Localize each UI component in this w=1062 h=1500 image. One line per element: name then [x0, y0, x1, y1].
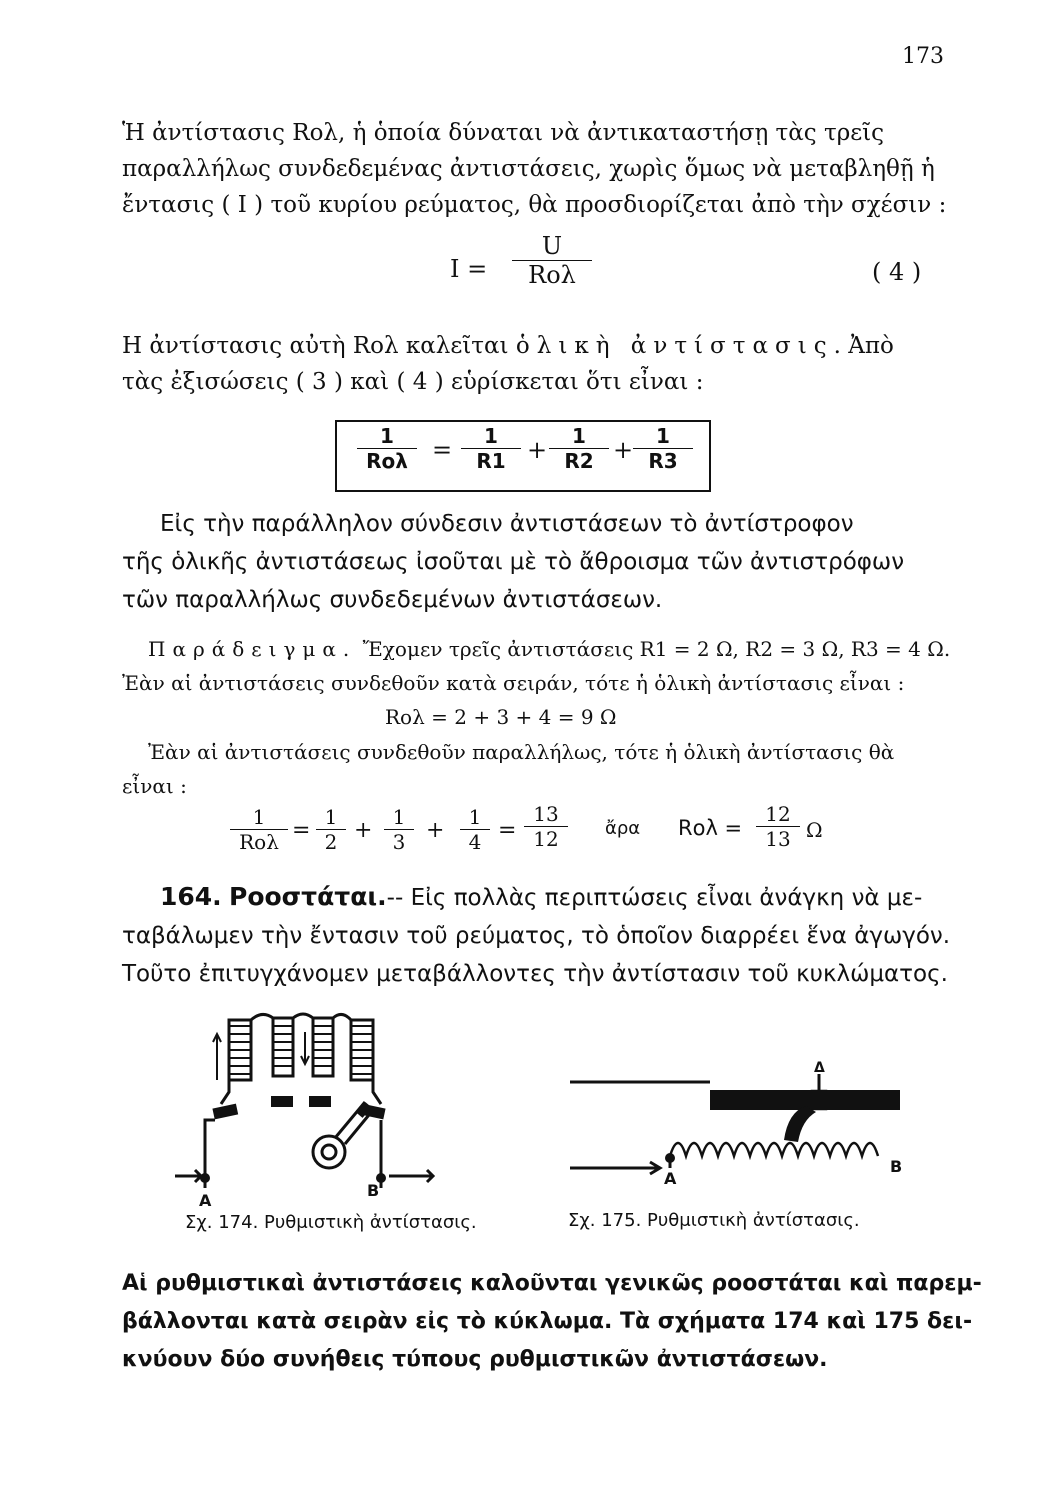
section-164-number: 164.: [160, 882, 222, 911]
fig175-label-a: A: [664, 1169, 677, 1188]
parallel-ara: ἄρα: [605, 818, 641, 839]
parallel-frac-sum-den: 12: [533, 827, 559, 851]
closing-paragraph: [122, 1265, 982, 1379]
boxed-frac-r2-num: 1: [549, 424, 609, 449]
parallel-frac-2-num: 1: [316, 805, 346, 830]
parallel-frac-3-den: 3: [392, 830, 406, 854]
example-line-2: Ἐὰν αἱ ἀντιστάσεις συνδεθοῦν κατὰ σειράν, τότε ἡ ὁλικὴ ἀντίστασις εἶναι :: [122, 671, 905, 695]
rule-line-3: τῶν παραλλήλως συνδεδεμένων ἀντιστάσεων.: [122, 587, 663, 613]
parallel-frac-4: [460, 805, 490, 854]
equation-4-fraction: [512, 232, 592, 289]
parallel-frac-4-num: 1: [460, 805, 490, 830]
boxed-equation: [335, 420, 711, 492]
parallel-frac-total-den: Rολ: [239, 830, 279, 854]
boxed-frac-r1: [461, 424, 521, 473]
parallel-frac-result-num: 12: [756, 802, 800, 827]
parallel-eq-1: =: [292, 818, 311, 843]
closing-line-2: βάλλονται κατὰ σειρὰν εἰς τὸ κύκλωμα. Τὰ σχήματα 174 καὶ 175 δει-: [122, 1309, 973, 1334]
rule-line-2: τῆς ὁλικῆς ἀντιστάσεως ἰσοῦται μὲ τὸ ἄθροισμα τῶν ἀντιστρόφων: [122, 549, 905, 575]
parallel-result-lhs: Rολ =: [678, 816, 743, 840]
series-equation: Rολ = 2 + 3 + 4 = 9 Ω: [385, 705, 617, 729]
total-line-1: [122, 328, 952, 364]
boxed-frac-r1-num: 1: [461, 424, 521, 449]
intro-line-2: παραλλήλως συνδεδεμένας ἀντιστάσεις, χωρὶς ὅμως νὰ μεταβληθῇ ἡ: [122, 156, 935, 182]
fig174-coil-2: [273, 1018, 293, 1076]
section-164-line-3: Τοῦτο ἐπιτυγχάνομεν μεταβάλλοντες τὴν ἀντίστασιν τοῦ κυκλώματος.: [122, 961, 948, 987]
fig174-label-a: A: [199, 1191, 212, 1210]
boxed-frac-r3-den: R3: [648, 449, 678, 473]
parallel-frac-sum: [524, 802, 568, 851]
intro-line-3: ἔντασις ( I ) τοῦ κυρίου ρεύματος, θὰ προσδιορίζεται ἀπὸ τὴν σχέσιν :: [122, 192, 947, 218]
parallel-frac-total-num: 1: [230, 805, 288, 830]
equation-4-denominator: Rολ: [528, 261, 576, 289]
example-paragraph-2: [122, 735, 952, 803]
intro-paragraph: [122, 115, 952, 223]
parallel-frac-result-den: 13: [765, 827, 791, 851]
total-line-1-a: Η ἀντίστασις αὐτὴ Rολ καλεῖται: [122, 333, 509, 359]
parallel-frac-2: [316, 805, 346, 854]
parallel-eq-2: =: [498, 818, 517, 843]
page-number: 173: [902, 44, 944, 69]
fig174-coil-1: [229, 1020, 251, 1080]
section-164-title: Ροοστάται.: [229, 882, 387, 911]
closing-line-1: Αἱ ρυθμιστικαὶ ἀντιστάσεις καλοῦνται γενικῶς ροοστάται καὶ παρεμ-: [122, 1271, 982, 1296]
fig174-coil-3: [313, 1018, 333, 1076]
fig174-coil-4: [351, 1020, 373, 1080]
boxed-plus-1: +: [527, 436, 548, 464]
boxed-frac-total-num: 1: [357, 424, 417, 449]
parallel-frac-3: [384, 805, 414, 854]
example-line-1: [122, 632, 952, 666]
figure-174-caption: Σχ. 174. Ρυθμιστικὴ ἀντίστασις.: [185, 1212, 477, 1233]
parallel-frac-sum-num: 13: [524, 802, 568, 827]
parallel-frac-4-den: 4: [468, 830, 482, 854]
boxed-frac-r2-den: R2: [564, 449, 594, 473]
total-term: ὁλικὴ ἀντίστασις: [515, 333, 834, 359]
section-164: [122, 878, 952, 993]
section-164-line-1: [122, 878, 952, 917]
example-label: Παράδειγμα.: [148, 637, 357, 661]
total-line-2: τὰς ἐξισώσεις ( 3 ) καὶ ( 4 ) εὑρίσκεται ὅτι εἶναι :: [122, 369, 704, 395]
total-paragraph: [122, 328, 952, 400]
parallel-plus-2: +: [426, 818, 445, 843]
total-line-1-b: . Ἀπὸ: [833, 333, 894, 359]
boxed-frac-r3: [633, 424, 693, 473]
section-164-line-2: ταβάλωμεν τὴν ἔντασιν τοῦ ρεύματος, τὸ ὁποῖον διαρρέει ἕνα ἀγωγόν.: [122, 923, 951, 949]
parallel-frac-3-num: 1: [384, 805, 414, 830]
boxed-frac-total: [357, 424, 417, 473]
fig174-label-b: B: [367, 1181, 380, 1200]
equation-4-label: ( 4 ): [872, 258, 922, 286]
boxed-equals: =: [432, 436, 453, 464]
example-paragraph: [122, 632, 952, 700]
parallel-frac-total: [230, 805, 288, 854]
rule-paragraph: [122, 505, 952, 619]
figure-174-rheostat: [165, 1010, 505, 1210]
example-line-1-text: Ἔχομεν τρεῖς ἀντιστάσεις R1 = 2 Ω, R2 = 3 Ω, R3 = 4 Ω.: [362, 637, 951, 661]
parallel-frac-2-den: 2: [324, 830, 338, 854]
section-164-line-1-text: -- Εἰς πολλὰς περιπτώσεις εἶναι ἀνάγκη νὰ με-: [386, 885, 923, 911]
closing-line-3: κνύουν δύο συνήθεις τύπους ρυθμιστικῶν ἀντιστάσεων.: [122, 1347, 828, 1372]
fig175-label-b: B: [890, 1157, 903, 1176]
parallel-plus-1: +: [354, 818, 373, 843]
boxed-frac-total-den: Rολ: [366, 449, 408, 473]
boxed-frac-r2: [549, 424, 609, 473]
fig175-label-d: Δ: [814, 1060, 825, 1076]
boxed-frac-r3-num: 1: [633, 424, 693, 449]
figure-175-rheostat: [560, 1060, 920, 1190]
example-line-4: εἶναι :: [122, 774, 187, 798]
parallel-unit: Ω: [806, 818, 823, 842]
boxed-frac-r1-den: R1: [476, 449, 506, 473]
equation-4-lhs: I =: [450, 255, 488, 283]
figure-175-caption: Σχ. 175. Ρυθμιστικὴ ἀντίστασις.: [568, 1210, 860, 1231]
intro-line-1: Ἡ ἀντίστασις Rολ, ἡ ὁποία δύναται νὰ ἀντικαταστήσῃ τὰς τρεῖς: [122, 120, 885, 146]
parallel-frac-result: [756, 802, 800, 851]
boxed-plus-2: +: [613, 436, 634, 464]
rule-line-1: Εἰς τὴν παράλληλον σύνδεσιν ἀντιστάσεων τὸ ἀντίστροφον: [160, 511, 854, 537]
equation-4-numerator: U: [512, 232, 592, 261]
example-line-3: Ἐὰν αἱ ἀντιστάσεις συνδεθοῦν παραλλήλως, τότε ἡ ὁλικὴ ἀντίστασις θὰ: [148, 740, 895, 764]
